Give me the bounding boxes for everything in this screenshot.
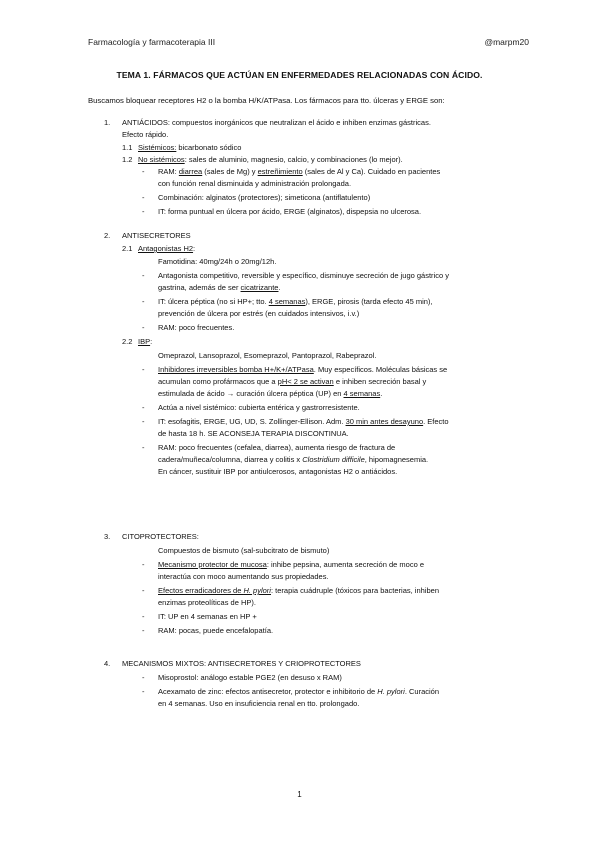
subsection-heading: No sistémicos: [138, 155, 185, 164]
bullet: -: [142, 323, 145, 332]
list-item-mecanismo: Mecanismo protector de mucosa: inhibe pepsina, aumenta secreción de moco e: [158, 560, 424, 569]
list-item-ram-cont: cadera/muñeca/columna, diarrea y colitis x Clostridium difficile, hipomagnesemia.: [158, 455, 429, 464]
drug-list: Omeprazol, Lansoprazol, Esomeprazol, Pantoprazol, Rabeprazol.: [158, 351, 377, 360]
bullet: -: [142, 687, 145, 696]
list-item-ram-cont: con función renal disminuida y administración prolongada.: [158, 179, 352, 188]
bullet: -: [142, 612, 145, 621]
list-item-mecanismo: Antagonista competitivo, reversible y específico, disminuye secreción de jugo gástrico y: [158, 271, 449, 280]
list-item-ram: RAM: pocas, puede encefalopatía.: [158, 626, 274, 635]
bullet: -: [142, 193, 145, 202]
intro-text: Buscamos bloquear receptores H2 o la bomba H/K/ATPasa. Los fármacos para tto. úlceras y ERGE son:: [88, 96, 445, 105]
subsection-heading: Antagonistas H2: [138, 244, 194, 253]
list-item-mecanismo-cont: interactúa con moco aumentando sus propiedades.: [158, 572, 329, 581]
list-item-it: IT: forma puntual en úlcera por ácido, ERGE (alginatos), dispepsia no ulcerosa.: [158, 207, 422, 216]
subsection-text: bicarbonato sódico: [176, 143, 242, 152]
list-item-misoprostol: Misoprostol: análogo estable PGE2 (en desuso x RAM): [158, 673, 342, 682]
list-item-it: IT: esofagitis, ERGE, UG, UD, S. Zollinger-Ellison. Adm. 30 min antes desayuno. Efecto: [158, 417, 449, 426]
section-heading: MECANISMOS MIXTOS: ANTISECRETORES Y CRIOPROTECTORES: [122, 659, 361, 668]
subsection-number: 1.2: [122, 155, 133, 164]
header-course: Farmacología y farmacoterapia III: [88, 37, 216, 47]
list-item-ram: RAM: poco frecuentes.: [158, 323, 235, 332]
subsection-antagonistas-h2: 2.1 Antagonistas H2:: [122, 244, 196, 253]
list-item-it: IT: UP en 4 semanas en HP +: [158, 612, 257, 621]
bullet: -: [142, 673, 145, 682]
bullet: -: [142, 297, 145, 306]
bullet: -: [142, 586, 145, 595]
section-number: 4.: [104, 659, 111, 668]
bullet: -: [142, 365, 145, 374]
list-item-efectos-cont: enzimas proteolíticas de HP).: [158, 598, 256, 607]
bullet: -: [142, 443, 145, 452]
subsection-sistemicos: [122, 142, 241, 154]
section-heading: ANTISECRETORES: [122, 231, 191, 240]
bullet: -: [142, 417, 145, 426]
bullet: -: [142, 207, 145, 216]
bullet: -: [142, 560, 145, 569]
subsection-heading: Sistémicos:: [138, 143, 177, 152]
page-number: 1: [297, 790, 302, 799]
list-item-it-cont: de hasta 18 h. SE ACONSEJA TERAPIA DISCONTINUA.: [158, 429, 349, 438]
list-item-ram: RAM: diarrea (sales de Mg) y estreñimiento (sales de Al y Ca). Cuidado en pacientes: [158, 167, 441, 176]
drug-list: Famotidina: 40mg/24h o 20mg/12h.: [158, 257, 277, 266]
list-item-combinacion: Combinación: alginatos (protectores); simeticona (antiflatulento): [158, 193, 371, 202]
section-number: 1.: [104, 118, 111, 127]
bullet: -: [142, 167, 145, 176]
list-item-acexamato-cont: en 4 semanas. Uso en insuficiencia renal en tto. prolongado.: [158, 699, 360, 708]
subsection-number: 2.1: [122, 244, 133, 253]
list-item-inhibidores-cont2: estimulada de ácido → curación úlcera péptica (UP) en 4 semanas.: [158, 389, 383, 398]
list-item-efectos: Efectos erradicadores de H. pylori: terapia cuádruple (tóxicos para bacterias, inhiben: [158, 586, 439, 595]
list-item-it-cont: prevención de úlcera por estrés (en cuidados intensivos, i.v.): [158, 309, 360, 318]
list-item-it: IT: úlcera péptica (no si HP+; tto. 4 semanas), ERGE, pirosis (tarda efecto 45 min),: [158, 297, 433, 306]
list-item-ram-cont2: En cáncer, sustituir IBP por antiulcerosos, antagonistas H2 o antiácidos.: [158, 467, 398, 476]
subsection-text: : sales de aluminio, magnesio, calcio, y combinaciones (lo mejor).: [184, 155, 403, 164]
section-text: Efecto rápido.: [122, 130, 169, 139]
subsection-number: 2.2: [122, 337, 133, 346]
list-item-acexamato: Acexamato de zinc: efectos antisecretor, protector e inhibitorio de H. pylori. Curación: [158, 687, 439, 696]
section-heading: CITOPROTECTORES:: [122, 532, 199, 541]
list-item-inhibidores-cont: acumulan como profármacos que a pH< 2 se activan e inhiben secreción basal y: [158, 377, 427, 386]
list-item-ram: RAM: poco frecuentes (cefalea, diarrea), aumenta riesgo de fractura de: [158, 443, 396, 452]
subsection-number: 1.1: [122, 143, 133, 152]
drug-list: Compuestos de bismuto (sal-subcitrato de bismuto): [158, 546, 330, 555]
list-item-sistemico: Actúa a nivel sistémico: cubierta entérica y gastrorresistente.: [158, 403, 360, 412]
header-author: @marpm20: [484, 37, 529, 47]
section-heading: ANTIÁCIDOS: compuestos inorgánicos que neutralizan el ácido e inhiben enzimas gástricas.: [122, 118, 431, 127]
page-title: TEMA 1. FÁRMACOS QUE ACTÚAN EN ENFERMEDADES RELACIONADAS CON ÁCIDO.: [116, 70, 483, 80]
list-item-inhibidores: Inhibidores irreversibles bomba H+/K+/ATPasa. Muy específicos. Moléculas básicas se: [158, 365, 448, 374]
section-number: 2.: [104, 231, 111, 240]
bullet: -: [142, 403, 145, 412]
subsection-ibp: 2.2 IBP:: [122, 337, 153, 346]
subsection-no-sistemicos: [122, 154, 403, 166]
bullet: -: [142, 271, 145, 280]
subsection-heading: IBP: [138, 337, 151, 346]
section-number: 3.: [104, 532, 111, 541]
bullet: -: [142, 626, 145, 635]
list-item-mecanismo-cont: gastrina, además de ser cicatrizante.: [158, 283, 281, 292]
